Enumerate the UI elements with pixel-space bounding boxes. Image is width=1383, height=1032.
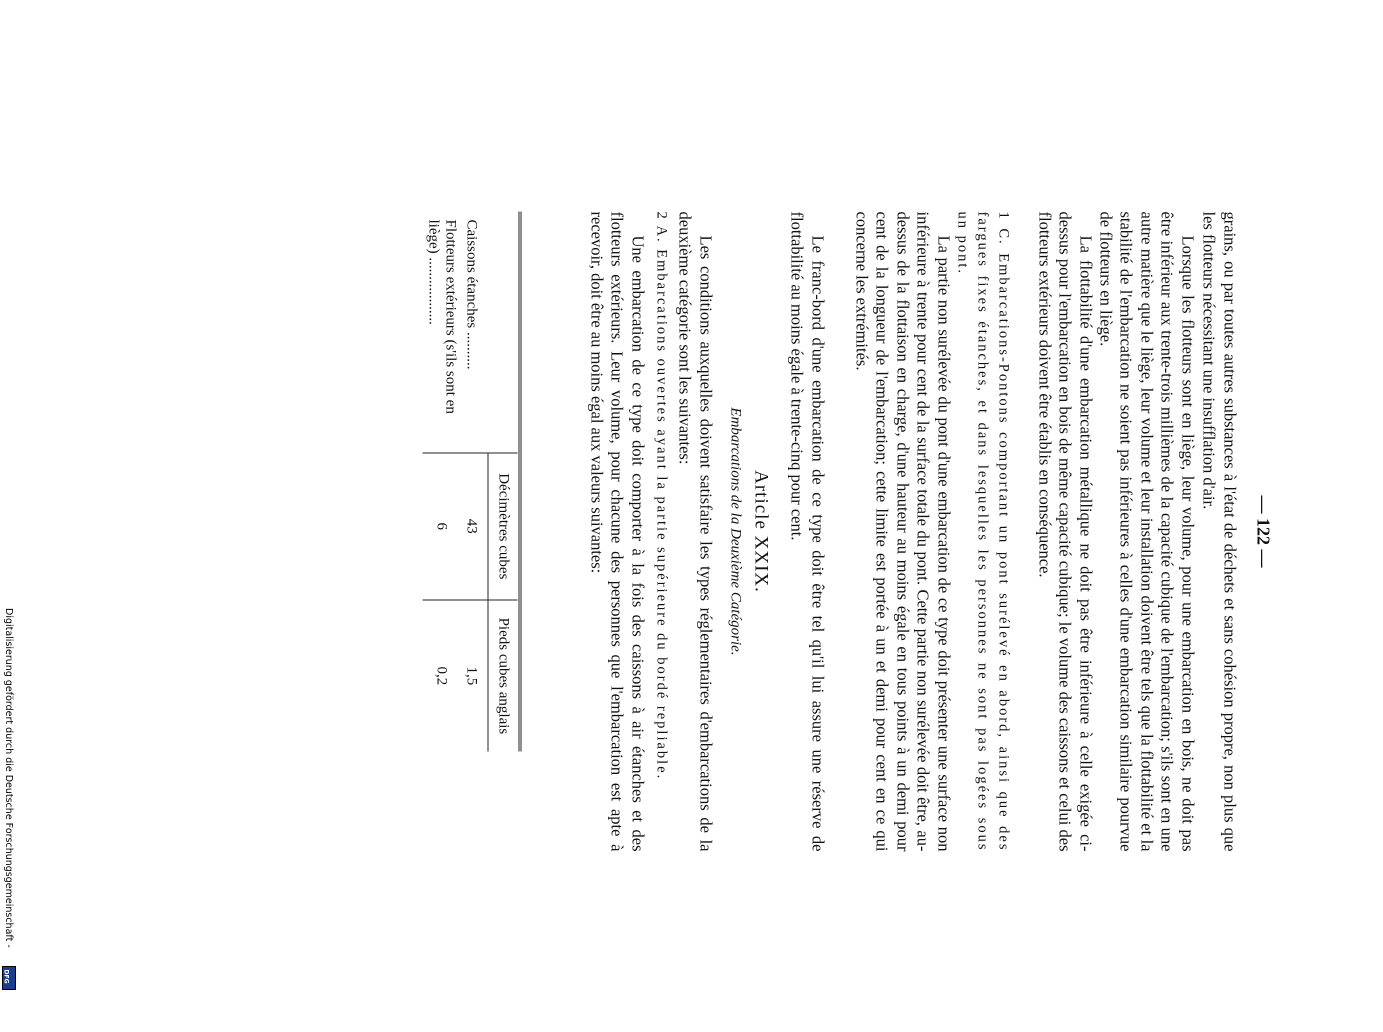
scanned-page: [0, 32, 1352, 1032]
row-ft3: 1,5: [461, 600, 489, 752]
table-row: [423, 212, 461, 752]
paragraph-1c: 1 C. Embarcations-Pontons comportant un pont surélevé en abord, ainsi que des fargues fixes étanches, et dans lesquelles les personnes ne sont pas logées sous un pont.: [954, 211, 1012, 852]
paragraph-2a: 2 A. Embarcations ouvertes ayant la partie supérieure du bordé repliable.: [653, 211, 670, 781]
row-dm3: 43: [461, 453, 489, 600]
row-label: Flotteurs extérieurs (s'ils sont en liège) ..................: [425, 219, 459, 414]
row-ft3: 0,2: [423, 600, 461, 752]
table-header-blank: [488, 212, 518, 453]
paragraph-6: Le franc-bord d'une embarcation de ce type doit être tel qu'il lui assure une réserve de flottabilité au moins égale à trente-cinq pour cent.: [788, 211, 828, 852]
paragraph-2: Lorsque les flotteurs sont en liège, leur volume, pour une embarcation en bois, ne doit pas être inférieur aux trente-trois millièmes de la capacité cubique de l'embarcation; s'ils sont en une autre matière que le liège, leur volume et leur installation doivent être tels que la flottabilité et la stabilité de l'embarcation ne soient pas inférieures à celles d'une embarcation similaire pourvue de flotteurs en liège.: [1096, 211, 1198, 852]
paragraph-9: Une embarcation de ce type doit comporter à la fois des caissons à air étanches et des flotteurs extérieurs. Leur volume, pour chacune des personnes que l'embarcation est apte à recevoir, doit être au moins égal aux valeurs suivantes:: [587, 211, 648, 852]
dfg-logo-icon: [2, 966, 16, 990]
article-title: Article XXIX.: [750, 470, 772, 593]
digitization-credit: [0, 600, 20, 1000]
paragraph-1: grains, ou par toutes autres substances à l'état de déchets et sans cohésion propre, non plus que les flotteurs nécessitant une insufflation d'air.: [1200, 211, 1240, 852]
volume-table: [423, 212, 518, 752]
paragraph-3: La flottabilité d'une embarcation métallique ne doit pas être inférieure à celle exigée ci-dessus pour l'embarcation en bois de même capacité cubique; le volume des caissons et celui des flotteurs extérieurs doivent être établis en conséquence.: [1035, 211, 1096, 852]
article-subtitle: Embarcations de la Deuxième Catégorie.: [727, 407, 744, 656]
page-number: — 122 —: [1253, 495, 1274, 568]
row-dm3: 6: [423, 453, 461, 600]
paragraph-7: Les conditions auxquelles doivent satisfaire les types réglementaires d'embarcations de la deuxième catégorie sont les suivantes:: [676, 211, 716, 852]
table-row: [461, 212, 489, 752]
dfg-logo-text: DFG: [2, 969, 10, 984]
paragraph-5: La partie non surélevée du pont d'une embarcation de ce type doit présenter une surface non inférieure à trente pour cent de la surface totale du pont. Cette partie non surélevée doit être, au-dessus de la flottaison en charge, d'une hauteur au moins égale en tous points à un demi pour cent de la longueur de l'embarcation; cette limite est portée à un et demi pour cent en ce qui concerne les extrémités.: [852, 211, 954, 852]
row-label: Caissons étanches ..........: [463, 219, 480, 370]
table-top-rule: [519, 212, 522, 752]
table-header-ft3: Pieds cubes anglais: [488, 600, 518, 752]
credit-text: Digitalisierung gefördert durch die Deutsche Forschungsgemeinschaft -: [3, 608, 14, 948]
table-header-dm3: Décimètres cubes: [488, 453, 518, 600]
